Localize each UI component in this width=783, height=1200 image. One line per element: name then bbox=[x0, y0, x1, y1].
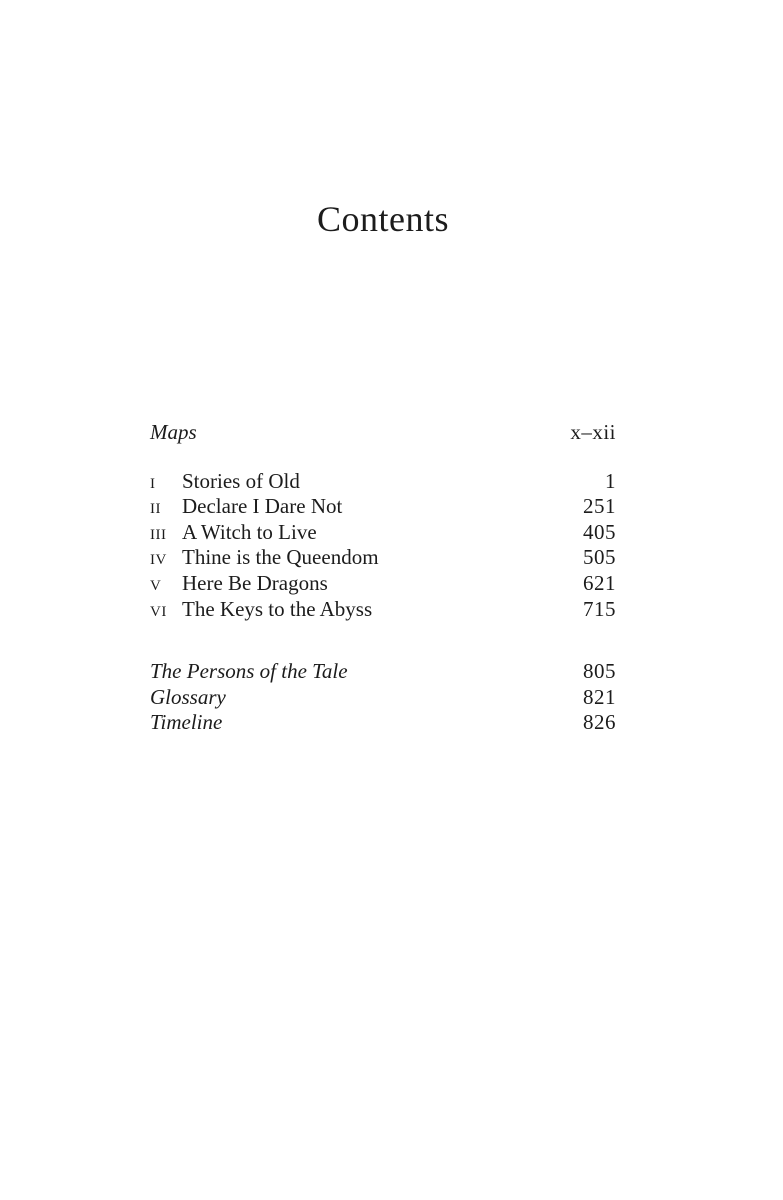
toc-back-matter-row bbox=[150, 710, 616, 736]
chapter-page-number: 715 bbox=[583, 596, 616, 621]
chapter-page-number: 251 bbox=[583, 494, 616, 519]
chapter-numeral: v bbox=[150, 570, 162, 595]
toc-chapter-row bbox=[150, 597, 616, 623]
section-spacer bbox=[150, 446, 616, 469]
chapter-title: Stories of Old bbox=[182, 468, 300, 493]
back-matter-page-number: 826 bbox=[583, 710, 616, 735]
back-matter-title: The Persons of the Tale bbox=[150, 659, 348, 684]
chapter-numeral: iii bbox=[150, 519, 167, 544]
toc-back-matter-row bbox=[150, 659, 616, 685]
table-of-contents bbox=[150, 420, 616, 736]
toc-back-matter-row bbox=[150, 685, 616, 711]
front-matter-page-number: x–xii bbox=[570, 420, 616, 444]
chapter-page-number: 621 bbox=[583, 570, 616, 595]
chapter-page-number: 505 bbox=[583, 545, 616, 570]
back-matter-title: Timeline bbox=[150, 710, 223, 735]
back-matter-page-number: 821 bbox=[583, 684, 616, 709]
page-title: Contents bbox=[316, 199, 449, 239]
front-matter-title: Maps bbox=[150, 420, 197, 444]
chapter-numeral: vi bbox=[150, 596, 167, 621]
toc-chapter-row bbox=[150, 494, 616, 520]
chapter-page-number: 1 bbox=[605, 468, 616, 493]
chapter-title: Declare I Dare Not bbox=[182, 494, 343, 519]
chapter-title: A Witch to Live bbox=[182, 519, 317, 544]
chapter-numeral: i bbox=[150, 468, 156, 493]
toc-chapter-row bbox=[150, 469, 616, 495]
back-matter-title: Glossary bbox=[150, 684, 226, 709]
toc-chapter-row bbox=[150, 571, 616, 597]
chapter-title: Here Be Dragons bbox=[182, 570, 328, 595]
chapter-numeral: iv bbox=[150, 545, 167, 570]
section-spacer bbox=[150, 622, 616, 659]
chapter-numeral: ii bbox=[150, 494, 161, 519]
toc-chapter-row bbox=[150, 520, 616, 546]
chapter-page-number: 405 bbox=[583, 519, 616, 544]
toc-chapter-row bbox=[150, 545, 616, 571]
chapter-title: Thine is the Queendom bbox=[182, 545, 379, 570]
back-matter-page-number: 805 bbox=[583, 659, 616, 684]
chapter-title: The Keys to the Abyss bbox=[182, 596, 373, 621]
toc-front-matter-row bbox=[150, 420, 616, 446]
